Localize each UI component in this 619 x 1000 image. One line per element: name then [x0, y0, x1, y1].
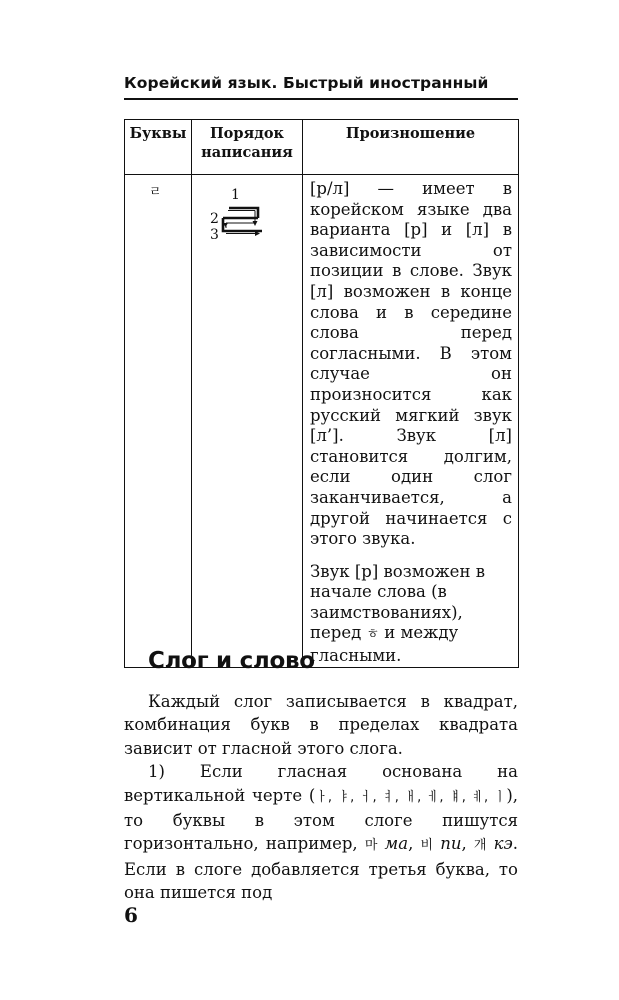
header-pronunciation: Произношение [303, 120, 519, 175]
pron-p2-text-b: и между гласными. [310, 623, 459, 666]
example-3-reading: кэ [493, 834, 513, 854]
section-title: Слог и слово [148, 648, 315, 674]
stroke-order-cell [192, 175, 303, 668]
stroke-number-2: 2 [210, 211, 219, 227]
p2-text-c: . Если в слоге добавляется третья буква, то она пишется под [124, 834, 519, 903]
page-number: 6 [124, 903, 138, 927]
running-header: Корейский язык. Быстрый иностранный [124, 74, 489, 92]
letter-cell [125, 175, 192, 668]
header-order-line1: Порядок [209, 125, 285, 142]
example-1-reading: ма [384, 834, 409, 854]
table-header-row [125, 120, 519, 175]
example-1-korean: 마 [364, 838, 378, 854]
letter-rieul: ㄹ [149, 185, 162, 200]
header-order-line2: написания [201, 144, 293, 161]
p2-text-a: 1) Если гласная основана на вертикальной черте ( [124, 762, 518, 805]
vowel-list: ㅏ, ㅑ, ㅓ, ㅕ, ㅐ, ㅔ, ㅒ, ㅖ, ㅣ [315, 789, 507, 805]
rieul-strokes [223, 208, 262, 234]
letters-table [124, 119, 519, 668]
pronunciation-cell [303, 175, 519, 668]
hieut-letter: ㅎ [366, 627, 380, 643]
header-rule [124, 98, 518, 100]
table-row [125, 175, 519, 668]
stroke-order-diagram [192, 181, 302, 261]
body-paragraph-1: Каждый слог записывается в квадрат, комбинация букв в пределах квадрата зависит от гласной этого слога. [124, 692, 518, 758]
header-order [192, 120, 303, 175]
stroke-number-1: 1 [231, 187, 240, 203]
example-2-korean: 비 [420, 838, 434, 854]
example-3-korean: 개 [473, 838, 487, 854]
pron-p2-text-a: Звук [р] возможен в начале слова (в заимствованиях), перед [310, 561, 485, 643]
stroke-number-3: 3 [210, 227, 219, 243]
body-text [124, 690, 518, 905]
body-paragraph-2: 1) Если гласная основана на вертикальной черте (ㅏ, ㅑ, ㅓ, ㅕ, ㅐ, ㅔ, ㅒ, ㅖ, ㅣ), то буквы в этом слоге пишутся горизонтально, например, 마 ма, 비 пи, 개 кэ. Если в слоге добавляется третья буква, то она пишется под [124, 762, 519, 903]
example-2-reading: пи [440, 834, 462, 854]
header-letters: Буквы [125, 120, 192, 175]
pronunciation-paragraph-1: [р/л] — имеет в корейском языке два варианта [р] и [л] в зависимости от позиции в слове. Звук [л] возможен в конце слова и в середине слова перед согласными. В этом случае он произносится как русский мягкий звук [л’]. Звук [л] становится долгим, если один слог заканчивается, а другой начинается с этого звука. [310, 179, 512, 549]
pronunciation-paragraph-2 [310, 562, 512, 667]
p2-text-b: ), то буквы в этом слоге пишутся горизонтально, например, [124, 785, 519, 854]
